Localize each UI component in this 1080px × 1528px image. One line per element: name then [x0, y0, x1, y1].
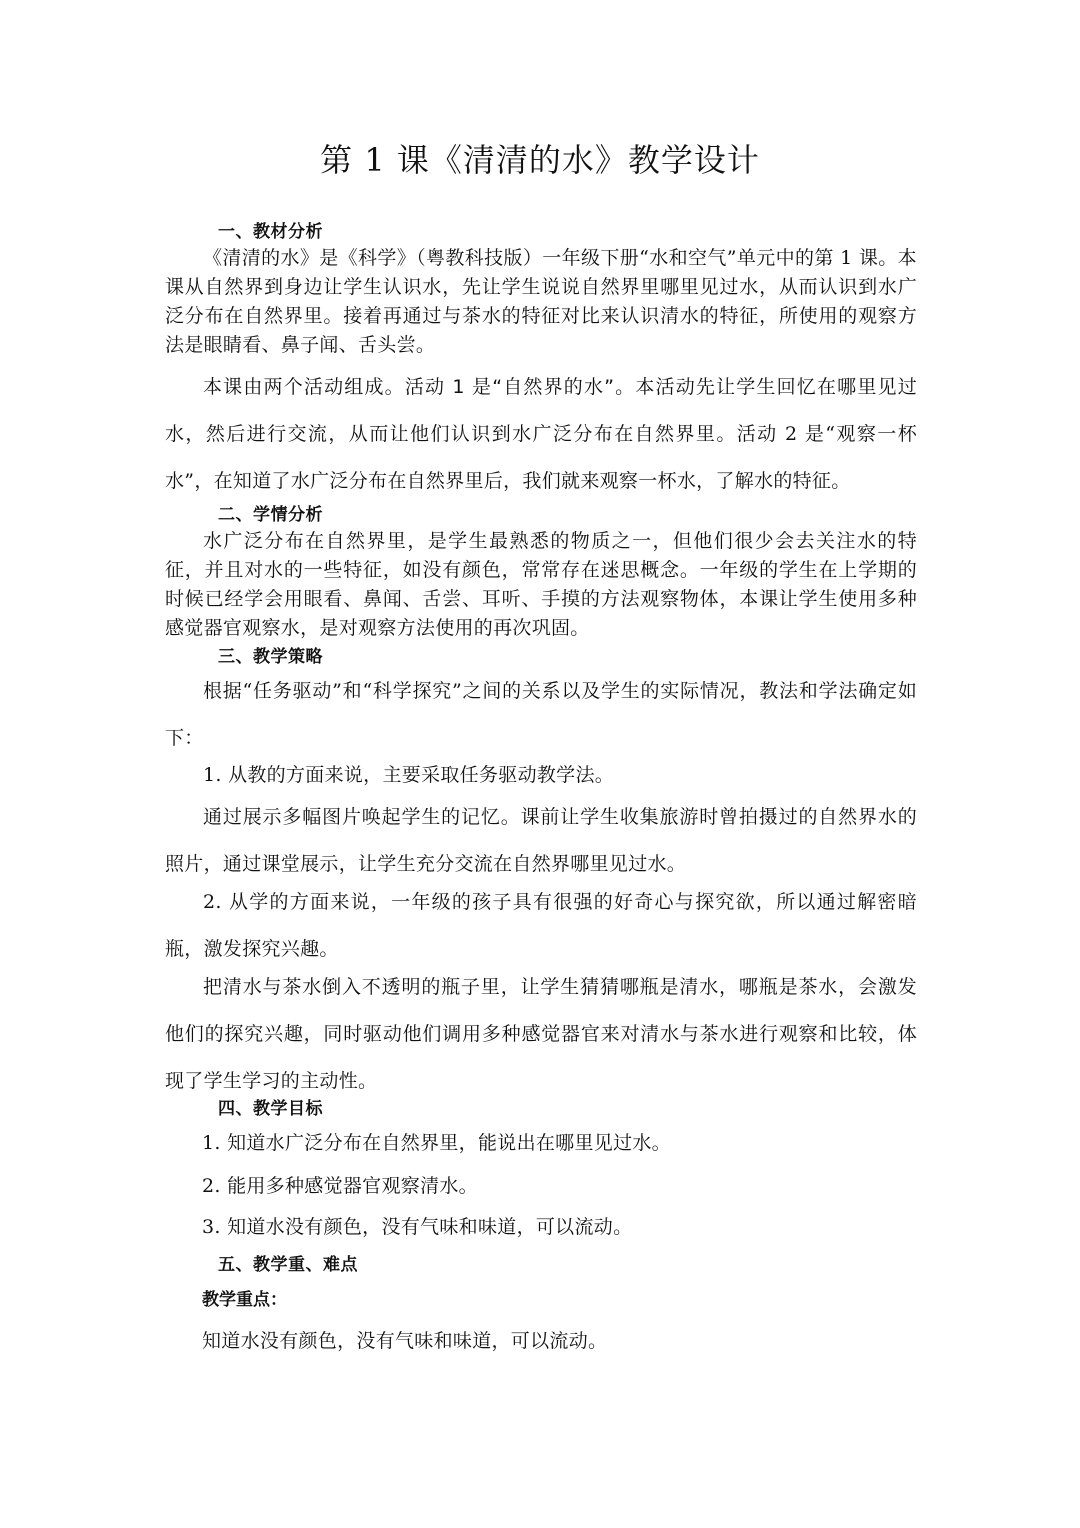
goal-item-2: 2. 能用多种感觉器官观察清水。 — [202, 1175, 478, 1197]
paragraph-strategy-bottles: 把清水与茶水倒入不透明的瓶子里，让学生猜猜哪瓶是清水，哪瓶是茶水，会激发他们的探究兴趣，同时驱动他们调用多种感觉器官来对清水与茶水进行观察和比较，体现了学生学习的主动性。 — [165, 976, 917, 1092]
paragraph-strategy-intro: 根据“任务驱动”和“科学探究”之间的关系以及学生的实际情况，教法和学法确定如下： — [165, 680, 917, 749]
key-point-label: 教学重点： — [202, 1290, 287, 1310]
key-point-text: 知道水没有颜色，没有气味和味道，可以流动。 — [202, 1330, 608, 1352]
section-heading-key-points: 五、教学重、难点 — [218, 1255, 358, 1275]
paragraph-material-analysis-2 — [165, 364, 917, 505]
paragraph-learner-analysis: 水广泛分布在自然界里，是学生最熟悉的物质之一，但他们很少会去关注水的特征，并且对水的一些特征，如没有颜色，常常存在迷思概念。一年级的学生在上学期的时候已经学会用眼看、鼻闻、舌尝、耳听、手摸的方法观察物体，本课让学生使用多种感觉器官观察水，是对观察方法使用的再次巩固。 — [165, 530, 917, 639]
paragraph-strategy-learning: 2. 从学的方面来说，一年级的孩子具有很强的好奇心与探究欲，所以通过解密暗瓶，激发探究兴趣。 — [165, 891, 917, 960]
section-heading-teaching-strategy: 三、教学策略 — [218, 647, 323, 667]
page-title: 第 1 课《清清的水》教学设计 — [320, 141, 760, 179]
section-heading-teaching-goals: 四、教学目标 — [218, 1099, 323, 1119]
section-heading-learner-analysis: 二、学情分析 — [218, 505, 323, 525]
goal-item-3: 3. 知道水没有颜色，没有气味和味道，可以流动。 — [202, 1216, 633, 1238]
paragraph-strategy-teaching: 1. 从教的方面来说，主要采取任务驱动教学法。 — [203, 764, 615, 786]
paragraph-strategy-pictures: 通过展示多幅图片唤起学生的记忆。课前让学生收集旅游时曾拍摄过的自然界水的照片，通过课堂展示，让学生充分交流在自然界哪里见过水。 — [165, 806, 917, 875]
paragraph-body-text: 本活动先让学生回忆在哪里见过水，然后进行交流，从而让他们认识到水广泛分布在自然界里。活动 2 是“观察一杯水”，在知道了水广泛分布在自然界里后，我们就来观察一杯水，了解水的特征。 — [165, 376, 918, 492]
section-heading-material-analysis: 一、教材分析 — [218, 222, 323, 242]
goal-item-1: 1. 知道水广泛分布在自然界里，能说出在哪里见过水。 — [202, 1132, 671, 1154]
paragraph-lead-text: 本课由两个活动组成。活动 1 是“自然界的水”。 — [203, 376, 636, 398]
paragraph-material-analysis-1: 《清清的水》是《科学》（粤教科技版）一年级下册“水和空气”单元中的第 1 课。本课从自然界到身边让学生认识水，先让学生说说自然界里哪里见过水，从而认识到水广泛分布在自然界里。接着再通过与茶水的特征对比来认识清水的特征，所使用的观察方法是眼睛看、鼻子闻、舌头尝。 — [165, 247, 917, 356]
